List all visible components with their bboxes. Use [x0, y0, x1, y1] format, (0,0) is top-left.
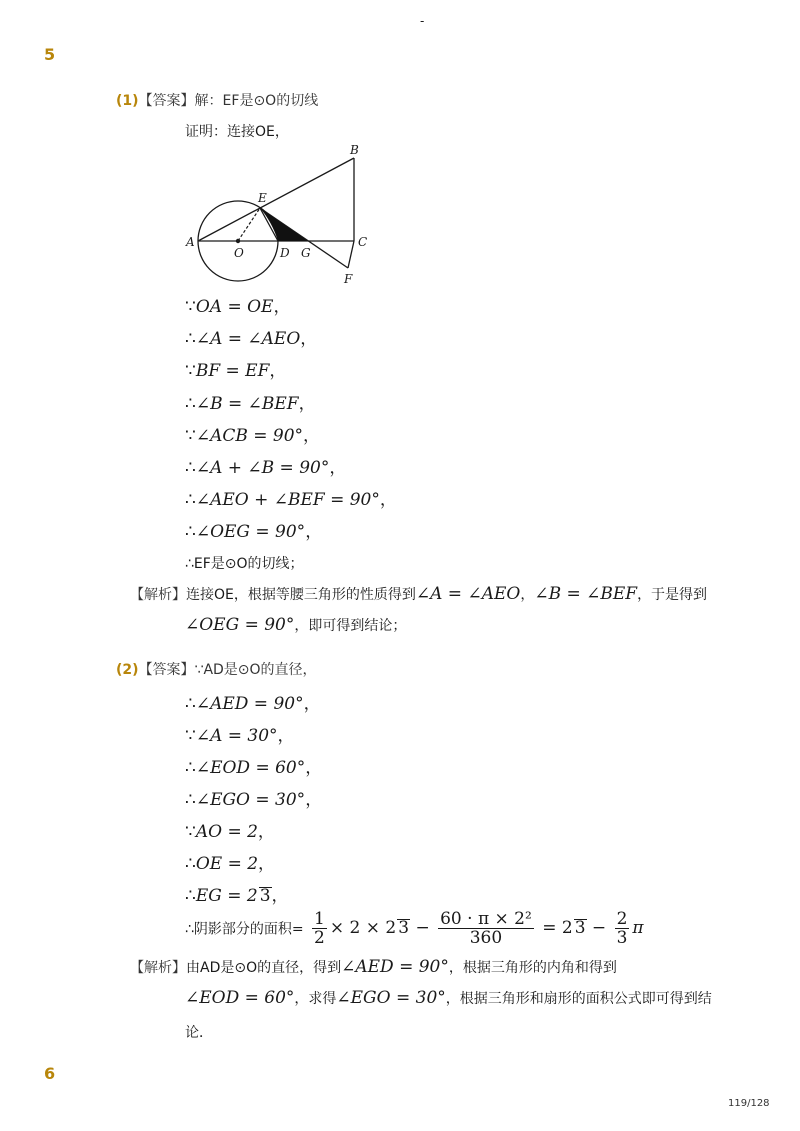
part1-analysis-line2: ∠OEG = 90°，即可得到结论；: [185, 615, 407, 635]
part2-analysis-line3: 论．: [185, 1025, 213, 1041]
part2-answer-tag: 【答案】: [138, 662, 195, 678]
proof-step: ∵∠A = 30°，: [185, 726, 295, 746]
analysis-tag: 【解析】: [130, 587, 186, 603]
proof-step: ∴∠AED = 90°，: [185, 694, 321, 714]
label-f: F: [344, 272, 353, 286]
page-number: 119/128: [728, 1098, 770, 1109]
question-number-5: 5: [44, 45, 56, 64]
proof-step: ∴OE = 2，: [185, 854, 276, 874]
label-e: E: [258, 191, 267, 205]
label-o: O: [234, 246, 244, 260]
geometry-figure: [180, 140, 380, 290]
part2-answer-text: ∵AD是⊙O的直径，: [194, 662, 317, 678]
proof-conclusion: ∴EF是⊙O的切线；: [185, 556, 304, 572]
proof-step: ∵OA = OE，: [185, 297, 291, 317]
proof-step: ∵BF = EF，: [185, 361, 287, 381]
proof-step: ∴∠B = ∠BEF，: [185, 394, 316, 414]
part1-analysis-line1: 【解析】连接OE，根据等腰三角形的性质得到∠A = ∠AEO，∠B = ∠BEF，于是得到: [130, 584, 708, 604]
part1-answer-line: [116, 90, 318, 110]
line-cf: [348, 241, 354, 268]
line-oe-dashed: [238, 208, 260, 241]
label-d: D: [280, 246, 290, 260]
proof-step: ∵∠ACB = 90°，: [185, 426, 321, 446]
part2-label: (2): [116, 662, 139, 678]
proof-step: ∴∠OEG = 90°，: [185, 522, 323, 542]
center-point: [236, 239, 240, 243]
label-g: G: [301, 246, 311, 260]
proof-step: ∴∠EGO = 30°，: [185, 790, 323, 810]
part1-answer-text: 解：EF是⊙O的切线: [194, 93, 319, 109]
label-b: B: [350, 143, 359, 157]
proof-step: ∵AO = 2，: [185, 822, 275, 842]
analysis-tag: 【解析】: [130, 960, 186, 976]
label-a: A: [186, 235, 195, 249]
proof-step: ∴∠A + ∠B = 90°，: [185, 458, 347, 478]
proof-step: ∴EG = 2 3，: [185, 886, 289, 906]
part1-label: (1): [116, 93, 139, 109]
proof-step: ∴∠A = ∠AEO，: [185, 329, 318, 349]
proof-step: ∴∠AEO + ∠BEF = 90°，: [185, 490, 397, 510]
part1-answer-tag: 【答案】: [138, 93, 195, 109]
question-number-6: 6: [44, 1064, 56, 1083]
proof-step: ∴∠EOD = 60°，: [185, 758, 323, 778]
proof-intro: 证明：连接OE，: [185, 124, 289, 140]
part2-analysis-line1: 【解析】由AD是⊙O的直径，得到∠AED = 90°，根据三角形的内角和得到: [130, 957, 617, 977]
part2-analysis-line2: ∠EOD = 60°，求得∠EGO = 30°，根据三角形和扇形的面积公式即可得到结: [185, 988, 712, 1008]
area-formula: ∴阴影部分的面积= $\frac{1}{2}$ × 2 × 2 3 − $\frac{\text{60 · π × 2²}}{360}$ = 2 3 − $\frac{2}{3}$ π: [185, 909, 644, 948]
part2-answer-line: [116, 659, 317, 679]
header-mark: -: [420, 14, 425, 28]
label-c: C: [358, 235, 368, 249]
